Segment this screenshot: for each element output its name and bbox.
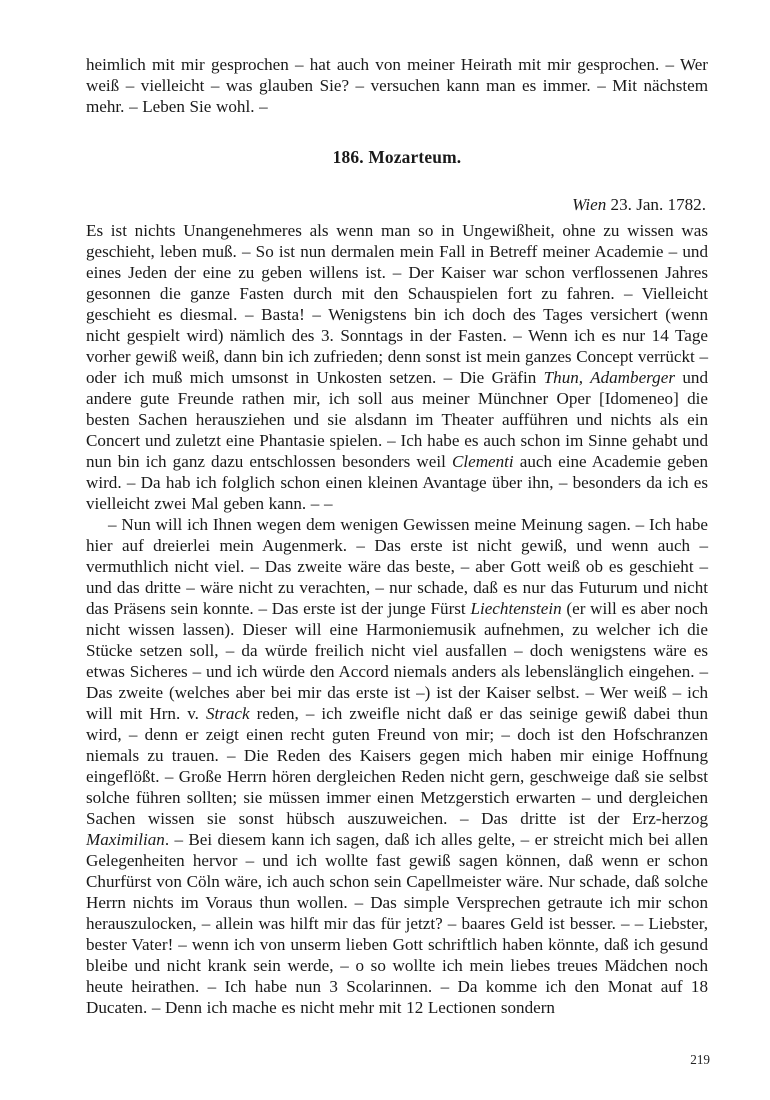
text-column [86,54,708,1018]
opening-paragraph [86,54,708,117]
letter-p1-part3: auch eine Academie geben wird. – Da hab ich folglich schon einen kleinen Avantage über ihn, – besonders da ich es vielleicht zwei Mal geben kann. – – [86,452,708,513]
dateline-place: Wien [572,195,607,214]
letter-p1-italic-thun-adamberger: Thun, Adamberger [543,368,675,387]
letter-p2-part2: (er will es aber noch nicht wissen lassen). Dieser will eine Harmoniemusik aufnehmen, zu welcher ich die Stücke setzen soll, – da würde freilich nicht viel ausfallen – doch wenigstens wäre es etwas Sicheres – und ich würde den Accord niemals anders als lebenslänglich eingehen. – Das zweite (welches aber bei mir das erste ist –) ist der Kaiser selbst. – Wer weiß – ich will mit Hrn. v. [86,599,708,723]
opening-paragraph-text: heimlich mit mir gesprochen – hat auch von meiner Heirath mit mir gesprochen. – Wer weiß – vielleicht – was glauben Sie? – versuchen kann man es immer. – Mit nächstem mehr. – Leben Sie wohl. – [86,55,708,116]
letter-paragraph-2 [86,514,708,1018]
letter-p2-part4: . – Bei diesem kann ich sagen, daß ich alles gelte, – er streicht mich bei allen Gelegenheiten hervor – und ich wollte fast gewiß sagen können, daß wenn er schon Churfürst von Cöln wäre, ich auch schon sein Capellmeister wäre. Nur schade, daß solche Herrn nichts im Voraus thun wollen. – Das simple Versprechen getraute ich mir schon herauszulocken, – allein was hilft mir das für jetzt? – baares Geld ist besser. – – Liebster, bester Vater! – wenn ich von unserm lieben Gott schriftlich haben könnte, daß ich gesund bleibe und nicht krank sein werde, – o so wollte ich mein liebes treues Mädchen noch heute heirathen. – Ich habe nun 3 Scolarinnen. – Da komme ich den Monat auf 18 Ducaten. – Denn ich mache es nicht mehr mit 12 Lectionen sondern [86,830,708,1017]
dateline-block [86,194,708,215]
letter-p2-italic-liechtenstein: Liechtenstein [470,599,562,618]
section-heading: 186. Mozarteum. [332,147,462,167]
letter-p1-part1: Es ist nichts Unangenehmeres als wenn man so in Ungewißheit, ohne zu wissen was geschieht, leben muß. – So ist nun dermalen mein Fall in Betreff meiner Academie – und eines Jeden der eine zu geben willens ist. – Der Kaiser war schon verflossenen Jahres gesonnen die ganze Fasten durch mit den Schauspielen fort zu fahren. – Vielleicht geschieht es diesmal. – Basta! – Wenigstens bin ich doch des Tages versichert (wenn nicht gespielt wird) nämlich des 3. Sonntags in der Fasten. – Wenn ich es nur 14 Tage vorher gewiß weiß, dann bin ich zufrieden; denn sonst ist mein ganzes Concept verrückt – oder ich muß mich umsonst in Unkosten setzen. – Die Gräfin [86,221,708,387]
dateline [86,194,708,215]
letter-p2-italic-strack: Strack [205,704,250,723]
letter-p1-italic-clementi: Clementi [451,452,514,471]
letter-paragraph-1 [86,220,708,514]
page-number: 219 [690,1052,710,1067]
letter-p2-italic-maximilian: Maximilian [86,830,165,849]
dateline-date: 23. Jan. 1782. [606,195,706,214]
letter-p2-part1: – Nun will ich Ihnen wegen dem wenigen Gewissen meine Meinung sagen. – Ich habe hier auf dreierlei mein Augenmerk. – Das erste ist nicht gewiß, und wenn auch – vermuthlich nicht viel. – Das zweite wäre das beste, – aber Gott weiß ob es geschieht – und das dritte – wäre nicht zu verachten, – nur schade, daß es nur das Futurum und nicht das Präsens sein konnte. – Das erste ist der junge Fürst [86,515,708,618]
letter-p2-part3: reden, – ich zweifle nicht daß er das seinige gewiß dabei thun wird, – denn er zeigt einen recht guten Freund von mir; – doch ist den Hofschranzen niemals zu trauen. – Die Reden des Kaisers gegen mich haben mir einige Hoffnung eingeflößt. – Große Herrn hören dergleichen Reden nicht gern, geschweige daß sie selbst solche führen sollten; sie müssen immer einen Metzgerstich erwarten – und dergleichen Sachen wissen sie sonst hübsch auszuweichen. – Das dritte ist der Erz-herzog [86,704,709,828]
letter-p1-part2: und andere gute Freunde rathen mir, ich soll aus meiner Münchner Oper [Idomeneo] die besten Sachen herausziehen und sie alsdann im Theater aufführen und nichts als ein Concert und zuletzt eine Phantasie spielen. – Ich habe es auch schon im Sinne gehabt und nun bin ich ganz dazu entschlossen besonders weil [86,368,708,471]
section-heading-block [86,147,708,168]
